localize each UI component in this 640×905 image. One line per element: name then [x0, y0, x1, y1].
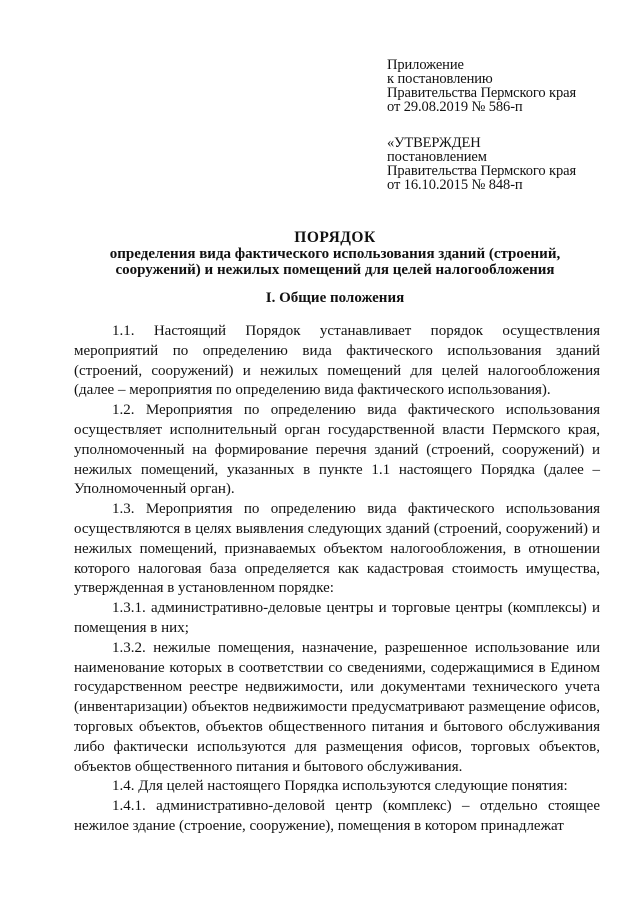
approved-line: Правительства Пермского края	[387, 163, 577, 179]
approved-line: «УТВЕРЖДЕН	[387, 135, 481, 151]
approved-line: от 16.10.2015 № 848-п	[387, 177, 523, 193]
subtitle-line: определения вида фактического использования зданий (строений,	[109, 246, 561, 262]
document-title: ПОРЯДОК	[294, 229, 376, 246]
paragraph: 1.3.2. нежилые помещения, назначение, разрешенное использование или наименование которых в соответствии со сведениями, содержащимися в Едином государственном реестре недвижимости, или документами технического учета (инвентаризации) объектов недвижимости предусматривают размещение офисов, торговых объектов, объектов общественного питания и бытового обслуживания либо фактически используются для размещения офисов, торговых объектов, объектов общественного питания и бытового обслуживания.	[74, 639, 600, 775]
appendix-line: Приложение	[387, 57, 464, 73]
subtitle-line: сооружений) и нежилых помещений для целей налогообложения	[115, 261, 555, 278]
appendix-line: Правительства Пермского края	[387, 85, 577, 101]
paragraph: 1.4.1. административно-деловой центр (комплекс) – отдельно стоящее нежилое здание (строение, сооружение), помещения в котором принадлежат	[74, 798, 600, 834]
paragraph: 1.4. Для целей настоящего Порядка используются следующие понятия:	[112, 778, 568, 795]
document-subtitle	[70, 247, 600, 278]
approved-stamp	[387, 136, 627, 192]
section-heading: I. Общие положения	[265, 290, 405, 306]
paragraph: 1.3.1. административно-деловые центры и торговые центры (комплексы) и помещения в них;	[74, 600, 600, 636]
document-body	[74, 322, 600, 837]
paragraph: 1.1. Настоящий Порядок устанавливает порядок осуществления мероприятий по определению вида фактического использования зданий (строений, сооружений) и нежилых помещений для целей налогообложения (далее – мероприятия по определению вида фактического использования).	[74, 323, 600, 399]
paragraph: 1.2. Мероприятия по определению вида фактического использования осуществляет исполнительный орган государственной власти Пермского края, уполномоченный на формирование перечня зданий (строений, сооружений) и нежилых помещений, указанных в пункте 1.1 настоящего Порядка (далее – Уполномоченный орган).	[74, 402, 600, 498]
appendix-line: к постановлению	[387, 71, 493, 87]
paragraph: 1.3. Мероприятия по определению вида фактического использования осуществляются в целях выявления следующих зданий (строений, сооружений) и нежилых помещений, признаваемых объектом налогообложения, в отношении которого налоговая база определяется как кадастровая стоимость имущества, утвержденная в установленном порядке:	[74, 501, 600, 597]
appendix-stamp	[387, 58, 627, 114]
appendix-line: от 29.08.2019 № 586-п	[387, 99, 523, 115]
approved-line: постановлением	[387, 149, 487, 165]
